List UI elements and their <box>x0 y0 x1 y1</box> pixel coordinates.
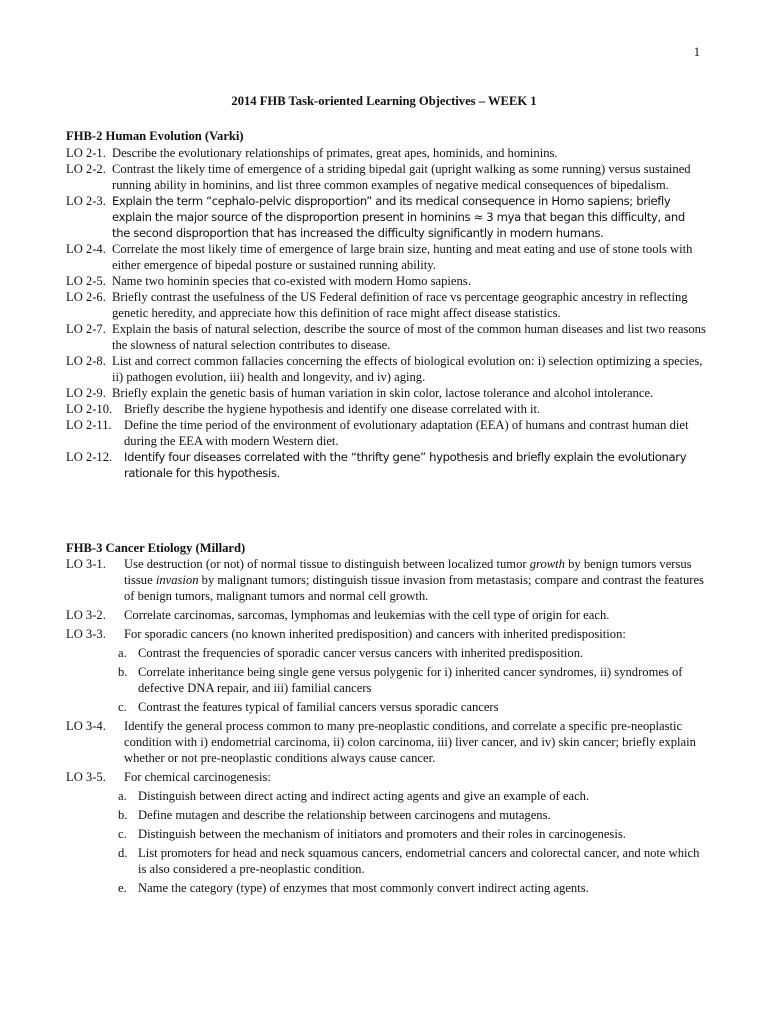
emphasis-invasion: invasion <box>155 573 199 587</box>
objective-item <box>66 607 706 623</box>
objective-code: LO 2-12. <box>66 450 113 464</box>
objective-text-part: Use destruction (or not) of normal tissue to distinguish between localized tumor <box>124 557 530 571</box>
objective-item <box>66 145 706 161</box>
objective-code: LO 2-6. <box>66 290 106 304</box>
objective-item <box>66 417 706 449</box>
sub-objective-letter: e. <box>118 881 127 895</box>
sub-objective-letter: c. <box>118 827 127 841</box>
sub-objective-item <box>66 826 706 842</box>
sub-objective-text: Name the category (type) of enzymes that most commonly convert indirect acting agents. <box>138 881 589 895</box>
sub-objective-text: List promoters for head and neck squamous cancers, endometrial cancers and colorectal cancer, and note which is also considered a pre-neoplastic condition. <box>138 846 700 876</box>
sub-objective-text: Distinguish between the mechanism of initiators and promoters and their roles in carcinogenesis. <box>138 827 626 841</box>
objective-text-part: by benign tumors versus tissue <box>124 557 692 587</box>
objective-text-part: by malignant tumors; distinguish tissue invasion from metastasis; compare and contrast the features of benign tumors, malignant tumors and normal cell growth. <box>124 573 704 603</box>
objective-code: LO 3-2. <box>66 608 106 622</box>
sub-objective-letter: b. <box>118 665 128 679</box>
objective-text: Name two hominin species that co-existed with modern Homo sapiens. <box>112 274 471 288</box>
objective-code: LO 3-1. <box>66 557 106 571</box>
sub-objective-text: Define mutagen and describe the relationship between carcinogens and mutagens. <box>138 808 551 822</box>
objective-code: LO 2-2. <box>66 162 106 176</box>
objective-code: LO 2-5. <box>66 274 106 288</box>
objective-item <box>66 273 706 289</box>
section-heading-fhb3: FHB-3 Cancer Etiology (Millard) <box>66 541 246 555</box>
objective-code: LO 2-9. <box>66 386 106 400</box>
sub-objective-letter: a. <box>118 646 127 660</box>
sub-objective-text: Contrast the frequencies of sporadic cancer versus cancers with inherited predisposition. <box>138 646 584 660</box>
objective-text: For sporadic cancers (no known inherited predisposition) and cancers with inherited predisposition: <box>124 627 626 641</box>
section-fhb2-objectives <box>66 145 706 481</box>
objective-text: Explain the basis of natural selection, describe the source of most of the common human diseases and list two reasons the slowness of natural selection contributes to disease. <box>112 322 706 352</box>
objective-text: Define the time period of the environment of evolutionary adaptation (EEA) of humans and contrast human diet during the EEA with modern Western diet. <box>124 418 689 448</box>
sub-objective-letter: a. <box>118 789 127 803</box>
sub-objective-letter: d. <box>118 846 128 860</box>
objective-code: LO 2-3. <box>66 194 106 208</box>
objective-code: LO 2-1. <box>66 146 106 160</box>
sub-objective-item <box>66 845 706 877</box>
objective-text: Identify four diseases correlated with the “thrifty gene” hypothesis and briefly explain the evolutionary rationale for this hypothesis. <box>124 450 687 480</box>
objective-text: Briefly describe the hygiene hypothesis and identify one disease correlated with it. <box>124 402 541 416</box>
document-title: 2014 FHB Task-oriented Learning Objectives – WEEK 1 <box>231 94 537 108</box>
section-fhb3-objectives <box>66 556 706 899</box>
objective-item <box>66 241 706 273</box>
sub-objective-item <box>66 807 706 823</box>
objective-code: LO 3-4. <box>66 719 106 733</box>
objective-code: LO 3-3. <box>66 627 106 641</box>
objective-text: Correlate the most likely time of emergence of large brain size, hunting and meat eating and use of stone tools with either emergence of bipedal posture or sustained running ability. <box>112 242 693 272</box>
objective-code: LO 2-11. <box>66 418 112 432</box>
sub-objective-text: Correlate inheritance being single gene versus polygenic for i) inherited cancer syndromes, ii) syndromes of defective DNA repair, and iii) familial cancers <box>138 665 683 695</box>
sub-objective-item <box>66 664 706 696</box>
objective-item <box>66 556 706 604</box>
emphasis-growth: growth <box>529 557 565 571</box>
objective-text: Briefly explain the genetic basis of human variation in skin color, lactose tolerance and alcohol intolerance. <box>112 386 654 400</box>
objective-item <box>66 193 706 241</box>
objective-item <box>66 769 706 785</box>
objective-item <box>66 321 706 353</box>
objective-item <box>66 449 706 481</box>
objective-text: Identify the general process common to many pre-neoplastic conditions, and correlate a specific pre-neoplastic condition with i) endometrial carcinoma, ii) colon carcinoma, iii) liver cancer, and iv) skin cancer; briefly explain whether or not pre-neoplastic conditions always cause cancer. <box>124 719 696 765</box>
objective-item <box>66 353 706 385</box>
objective-item <box>66 385 706 401</box>
sub-objective-item <box>66 788 706 804</box>
sub-objective-letter: c. <box>118 700 127 714</box>
sub-objective-item <box>66 699 706 715</box>
sub-objective-letter: b. <box>118 808 128 822</box>
objective-text: Correlate carcinomas, sarcomas, lymphomas and leukemias with the cell type of origin for each. <box>124 608 610 622</box>
objective-text: Describe the evolutionary relationships of primates, great apes, hominids, and hominins. <box>112 146 558 160</box>
objective-text: For chemical carcinogenesis: <box>124 770 271 784</box>
objective-item <box>66 401 706 417</box>
section-heading-fhb2: FHB-2 Human Evolution (Varki) <box>66 129 244 143</box>
objective-text <box>124 556 706 604</box>
objective-code: LO 2-7. <box>66 322 106 336</box>
objective-text: Briefly contrast the usefulness of the US Federal definition of race vs percentage geographic ancestry in reflecting genetic heredity, and appreciate how this definition of race might affect disease statistics. <box>112 290 688 320</box>
objective-code: LO 2-4. <box>66 242 106 256</box>
objective-text: Contrast the likely time of emergence of a striding bipedal gait (upright walking as some running) versus sustained running ability in hominins, and list three common examples of negative medical consequences of bipedalism. <box>112 162 691 192</box>
sub-objective-item <box>66 645 706 661</box>
objective-item <box>66 161 706 193</box>
objective-item <box>66 289 706 321</box>
sub-objective-text: Contrast the features typical of familial cancers versus sporadic cancers <box>138 700 499 714</box>
sub-objective-text: Distinguish between direct acting and indirect acting agents and give an example of each. <box>138 789 590 803</box>
objective-text: List and correct common fallacies concerning the effects of biological evolution on: i) selection optimizing a species, ii) pathogen evolution, iii) health and longevity, and iv) aging. <box>112 354 703 384</box>
page-number: 1 <box>693 45 700 59</box>
objective-item <box>66 718 706 766</box>
objective-code: LO 2-8. <box>66 354 106 368</box>
objective-text: Explain the term “cephalo-pelvic disproportion” and its medical consequence in Homo sapiens; briefly explain the major source of the disproportion present in hominins ≈ 3 mya that began this difficulty, and the second disproportion that has increased the difficulty significantly in modern humans. <box>112 194 685 240</box>
objective-item <box>66 626 706 642</box>
objective-code: LO 2-10. <box>66 402 113 416</box>
sub-objective-item <box>66 880 706 896</box>
objective-code: LO 3-5. <box>66 770 106 784</box>
